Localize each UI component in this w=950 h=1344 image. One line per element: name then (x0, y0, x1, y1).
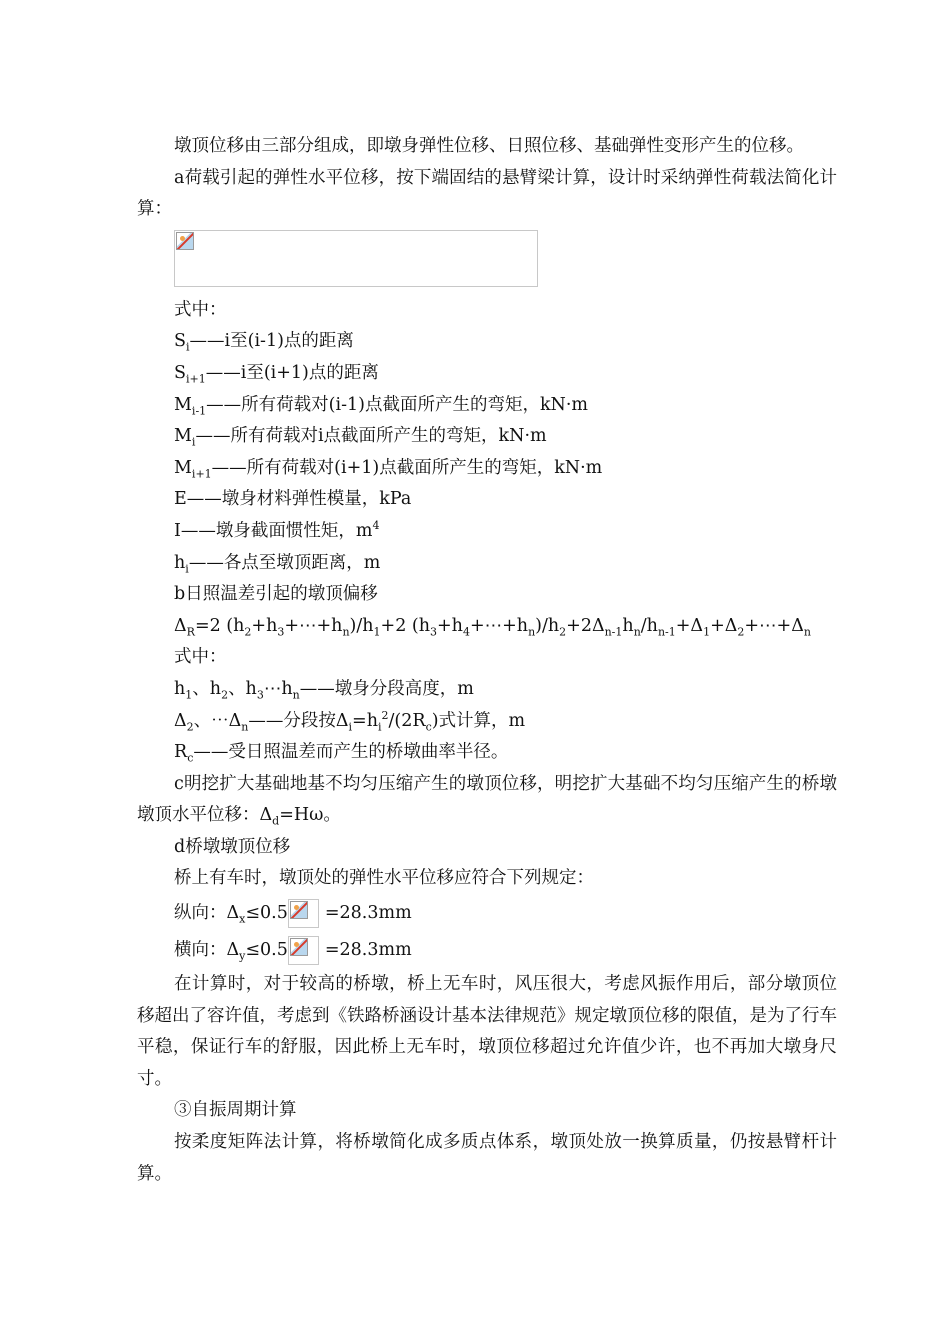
document-page (137, 131, 837, 1190)
paragraph-c: c明挖扩大基础地基不均匀压缩产生的墩顶位移，明挖扩大基础不均匀压缩产生的桥墩墩顶水平位移：$\Delta_d=H\omega$。 (137, 773, 837, 828)
definition-m-i: $M_i——$所有荷载对i点截面所产生的弯矩，kN·m (174, 426, 547, 449)
definition-h-i: $h_i——$各点至墩顶距离，m (174, 552, 381, 576)
definition-m-i-plus-1: $M_{i+1}——$所有荷载对(i+1)点截面所产生的弯矩，kN·m (174, 457, 603, 481)
inline-formula-image (288, 936, 319, 965)
formula-image-placeholder (174, 230, 538, 287)
broken-image-icon (290, 938, 308, 956)
paragraph-note: 在计算时，对于较高的桥墩，桥上无车时，风压很大，考虑风振作用后，部分墩顶位移超出了容许值，考虑到《铁路桥涵设计基本法律规范》规定墩顶位移的限值，是为了行车平稳，保证行车的舒服，因此桥上无车时，墩顶位移超过允许值少许，也不再加大墩身尺寸。 (137, 974, 837, 1089)
definition-s-i: $S_i——i$至(i-1)点的距离 (174, 331, 354, 354)
inline-formula-image (288, 899, 319, 928)
limit-transverse: 横向：$\Delta_y\le 0.5$ =28.3mm (137, 932, 837, 969)
paragraph-a: a荷载引起的弹性水平位移，按下端固结的悬臂梁计算，设计时采纳弹性荷载法简化计算： (137, 167, 837, 220)
paragraph-period: 按柔度矩阵法计算，将桥墩简化成多质点体系，墩顶处放一换算质量，仍按悬臂杆计算。 (137, 1132, 837, 1184)
definition-delta-segments: $\Delta_2$、$\cdots\Delta_n——$分段按$\Delta_i=h_i^2/(2R_c)$式计算，m (174, 708, 526, 733)
definition-m-i-minus-1: $M_{i-1}——$所有荷载对(i-1)点截面所产生的弯矩，kN·m (174, 394, 589, 418)
definition-i: I——墩身截面惯性矩，$m^4$ (174, 519, 380, 541)
formula-delta-r: $\Delta_R=2$ $(h_2+h_3+\cdots+h_n)/h_1+2$ $(h_3+h_4+\cdots+h_n)/h_2+2\Delta_{n-1}h_n/h_{n-1}+\Delta_1+\Delta_2+\cdots+\Delta_n$ (174, 615, 811, 639)
paragraph-intro: 墩顶位移由三部分组成，即墩身弹性位移、日照位移、基础弹性变形产生的位移。 (174, 136, 804, 156)
broken-image-icon (176, 232, 194, 250)
limit-longitudinal: 纵向：$\Delta_x\le 0.5$ =28.3mm (137, 895, 837, 932)
where-label-b: 式中： (174, 647, 227, 668)
definition-s-i-plus-1: $S_{i+1}——i$至(i+1)点的距离 (174, 362, 379, 386)
section-b-title: b日照温差引起的墩顶偏移 (174, 584, 378, 605)
definition-h-segments: $h_1$、$h_2$、$h_3\cdots h_n——$墩身分段高度，m (174, 678, 474, 702)
section-period-title: ③自振周期计算 (174, 1100, 297, 1121)
where-label: 式中： (174, 299, 227, 320)
paragraph-d-text: 桥上有车时，墩顶处的弹性水平位移应符合下列规定： (174, 868, 594, 889)
definition-rc: $R_c——$受日照温差而产生的桥墩曲率半径。 (174, 742, 509, 765)
section-d-title: d桥墩墩顶位移 (174, 836, 291, 857)
broken-image-icon (290, 901, 308, 919)
definition-e: E——墩身材料弹性模量，kPa (174, 489, 412, 510)
